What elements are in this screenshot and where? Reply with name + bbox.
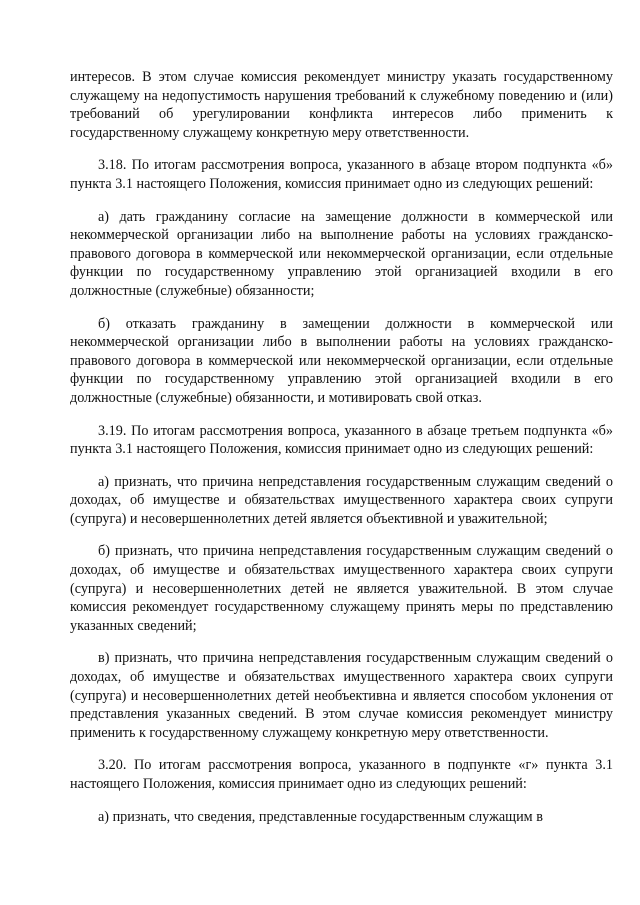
paragraph-3-18: 3.18. По итогам рассмотрения вопроса, указанного в абзаце втором подпункта «б» пункта 3.1 настоящего Положения, комиссия принимает одно из следующих решений: xyxy=(70,157,613,192)
paragraph-3-19: 3.19. По итогам рассмотрения вопроса, указанного в абзаце третьем подпункта «б» пункта 3.1 настоящего Положения, комиссия принимает одно из следующих решений: xyxy=(70,422,613,458)
paragraph-3-18-a: а) дать гражданину согласие на замещение должности в коммерческой или некоммерческой организации либо на выполнение работы на условиях гражданско-правового договора в коммерческой или некоммерческой организации, если отдельные функции по государственному управлению этой организацией входили в его должностные (служебные) обязанности; xyxy=(70,208,613,299)
document-page xyxy=(70,68,613,840)
paragraph-continuation: интересов. В этом случае комиссия рекомендует министру указать государственному служащему на недопустимость нарушения требований к служебному поведению и (или) требований об урегулировании конфликта интересов либо применить к государственному служащему конкретную меру ответственности. xyxy=(70,69,613,141)
paragraph-3-18-b: б) отказать гражданину в замещении должности в коммерческой или некоммерческой организации либо в выполнении работы на условиях гражданско-правового договора в коммерческой или некоммерческой организации, если отдельные функции по государственному управлению этой организацией входили в его должностные (служебные) обязанности, и мотивировать свой отказ. xyxy=(70,315,613,406)
paragraph-3-19-b: б) признать, что причина непредставления государственным служащим сведений о доходах, об имуществе и обязательствах имущественного характера своих супруги (супруга) и несовершеннолетних детей не является уважительной. В этом случае комиссия рекомендует государственному служащему принять меры по представлению указанных сведений; xyxy=(70,543,613,634)
paragraph-3-20-a: а) признать, что сведения, представленные государственным служащим в xyxy=(98,808,543,825)
paragraph-3-19-a: а) признать, что причина непредставления государственным служащим сведений о доходах, об имуществе и обязательствах имущественного характера своих супруги (супруга) и несовершеннолетних детей является объективной и уважительной; xyxy=(70,473,613,527)
paragraph-3-20: 3.20. По итогам рассмотрения вопроса, указанного в подпункте «г» пункта 3.1 настоящего Положения, комиссия принимает одно из следующих решений: xyxy=(70,757,613,792)
paragraph-3-19-v: в) признать, что причина непредставления государственным служащим сведений о доходах, об имуществе и обязательствах имущественного характера своих супруги (супруга) и несовершеннолетних детей необъективна и является способом уклонения от представления указанных сведений. В этом случае комиссия рекомендует министру применить к государственному служащему конкретную меру ответственности. xyxy=(70,650,613,741)
